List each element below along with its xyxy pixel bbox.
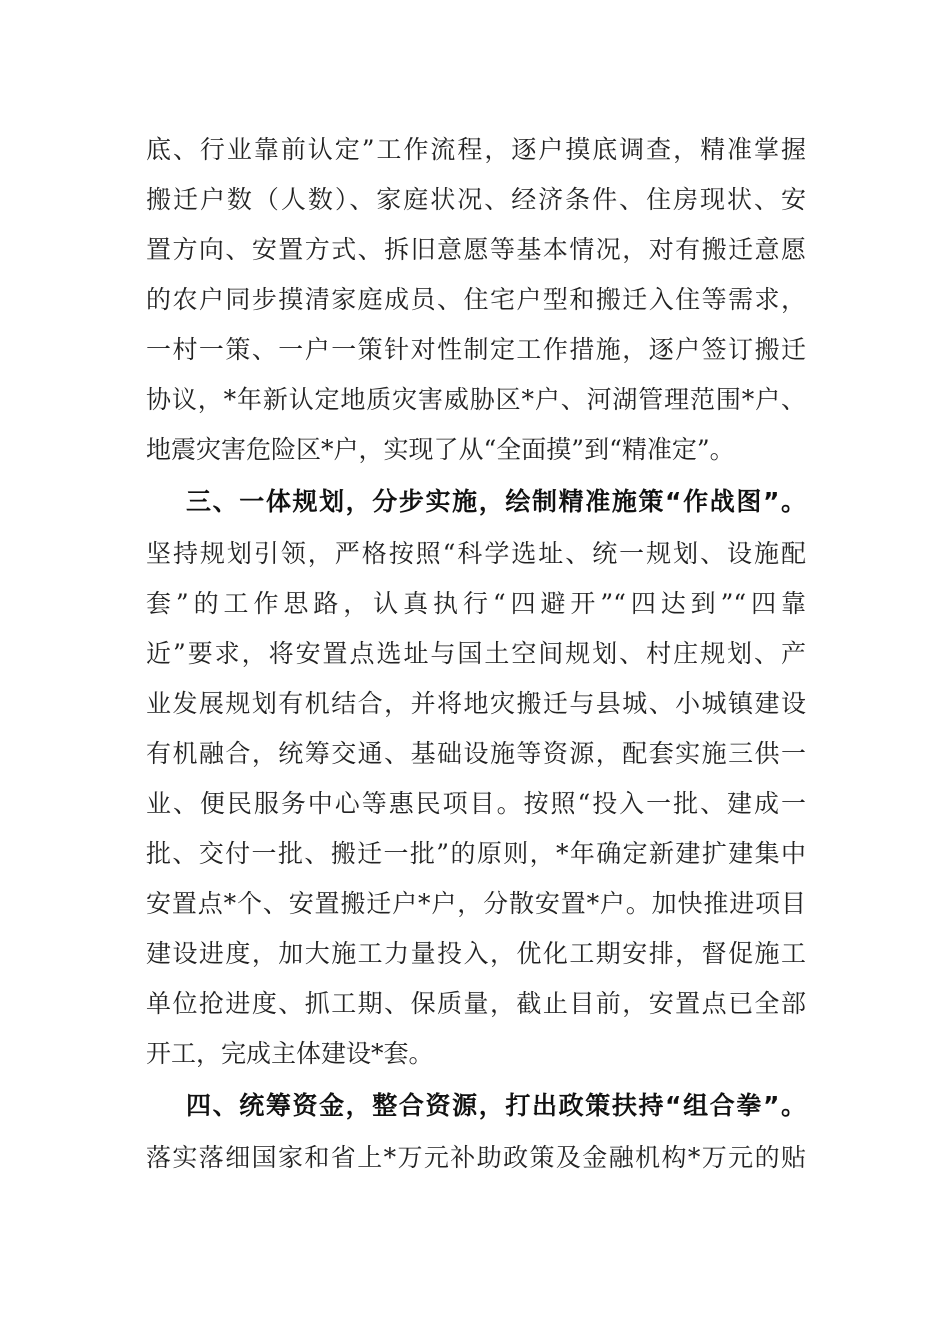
- body-text-line: 协议，*年新认定地质灾害威胁区*户、河湖管理范围*户、: [146, 385, 806, 414]
- body-text-line: 安置点*个、安置搬迁户*户，分散安置*户。加快推进项目: [146, 889, 806, 918]
- body-text-line: 建设进度，加大施工力量投入，优化工期安排，督促施工: [146, 939, 806, 968]
- body-text-line: 坚持规划引领，严格按照“科学选址、统一规划、设施配: [146, 539, 806, 568]
- body-text-line: 地震灾害危险区*户，实现了从“全面摸”到“精准定”。: [146, 435, 735, 464]
- body-text-line: 置方向、安置方式、拆旧意愿等基本情况，对有搬迁意愿: [146, 235, 806, 264]
- body-text-line: 批、交付一批、搬迁一批”的原则，*年确定新建扩建集中: [146, 839, 806, 868]
- body-text-line: 业、便民服务中心等惠民项目。按照“投入一批、建成一: [146, 789, 806, 818]
- section-heading-3: 三、一体规划，分步实施，绘制精准施策“作战图”。: [186, 487, 806, 516]
- body-text-line: 业发展规划有机结合，并将地灾搬迁与县城、小城镇建设: [146, 689, 806, 718]
- body-text-line: 一村一策、一户一策针对性制定工作措施，逐户签订搬迁: [146, 335, 806, 364]
- body-text-line: 套”的工作思路，认真执行“四避开”“四达到”“四靠: [146, 589, 806, 618]
- body-text-line: 开工，完成主体建设*套。: [146, 1039, 434, 1068]
- body-text-line: 单位抢进度、抓工期、保质量，截止目前，安置点已全部: [146, 989, 806, 1018]
- body-text-line: 有机融合，统筹交通、基础设施等资源，配套实施三供一: [146, 739, 806, 768]
- body-text-line: 落实落细国家和省上*万元补助政策及金融机构*万元的贴: [146, 1143, 806, 1172]
- body-text-line: 搬迁户数（人数）、家庭状况、经济条件、住房现状、安: [146, 185, 806, 214]
- body-text-line: 底、行业靠前认定”工作流程，逐户摸底调查，精准掌握: [146, 135, 806, 164]
- body-text-line: 的农户同步摸清家庭成员、住宅户型和搬迁入住等需求，: [146, 285, 806, 314]
- body-text-line: 近”要求，将安置点选址与国土空间规划、村庄规划、产: [146, 639, 806, 668]
- section-heading-4: 四、统筹资金，整合资源，打出政策扶持“组合拳”。: [186, 1091, 806, 1120]
